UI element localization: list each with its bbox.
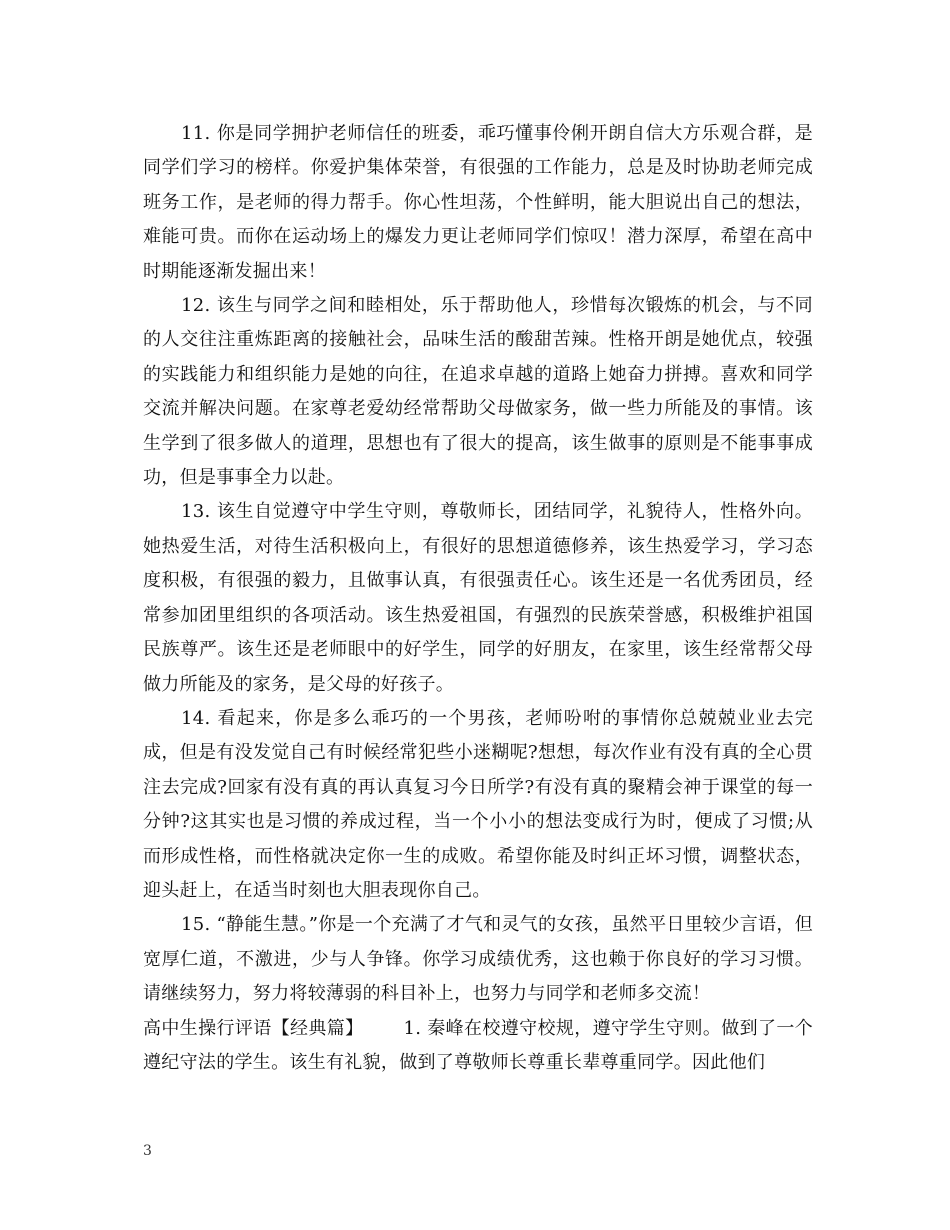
paragraph-13: [143, 495, 813, 701]
paragraph-number: 12.: [181, 295, 211, 317]
section-heading: 高中生操行评语【经典篇】: [143, 1017, 364, 1039]
paragraph-text: 该生自觉遵守中学生守则，尊敬师长，团结同学，礼貌待人，性格外向。她热爱生活，对待生活积极向上，有很好的思想道德修养，该生热爱学习，学习态度积极，有很强的毅力，且做事认真，有很强责任心。该生还是一名优秀团员，经常参加团里组织的各项活动。该生热爱祖国，有强烈的民族荣誉感，积极维护祖国民族尊严。该生还是老师眼中的好学生，同学的好朋友，在家里，该生经常帮父母做力所能及的家务，是父母的好孩子。: [143, 501, 813, 695]
paragraph-12: [143, 289, 813, 495]
paragraph-number: 13.: [181, 501, 211, 523]
paragraph-15: [143, 908, 813, 1011]
section-continuation: [143, 1012, 813, 1081]
paragraph-text: “静能生慧。”你是一个充满了才气和灵气的女孩，虽然平日里较少言语，但宽厚仁道，不激进，少与人争锋。你学习成绩优秀，这也赖于你良好的学习习惯。请继续努力，努力将较薄弱的科目补上，也努力与同学和老师多交流！: [143, 914, 813, 1005]
page-number: 3: [143, 1143, 152, 1159]
paragraph-text: 该生与同学之间和睦相处，乐于帮助他人，珍惜每次锻炼的机会，与不同的人交往注重炼距离的接触社会，品味生活的酸甜苦辣。性格开朗是她优点，较强的实践能力和组织能力是她的向往，在追求卓越的道路上她奋力拼搏。喜欢和同学交流并解决问题。在家尊老爱幼经常帮助父母做家务，做一些力所能及的事情。该生学到了很多做人的道理，思想也有了很大的提高，该生做事的原则是不能事事成功，但是事事全力以赴。: [143, 295, 813, 489]
paragraph-text: 你是同学拥护老师信任的班委，乖巧懂事伶俐开朗自信大方乐观合群，是同学们学习的榜样。你爱护集体荣誉，有很强的工作能力，总是及时协助老师完成班务工作，是老师的得力帮手。你心性坦荡，个性鲜明，能大胆说出自己的想法，难能可贵。而你在运动场上的爆发力更让老师同学们惊叹！潜力深厚，希望在高中时期能逐渐发掘出来！: [143, 123, 813, 282]
paragraph-14: [143, 702, 813, 908]
paragraph-11: [143, 117, 813, 289]
paragraph-number: 11.: [181, 123, 211, 144]
section-text: 1. 秦峰在校遵守校规，遵守学生守则。做到了一个遵纪守法的学生。该生有礼貌，做到了尊敬师长尊重长辈尊重同学。因此他们: [143, 1017, 813, 1073]
paragraph-text: 看起来，你是多么乖巧的一个男孩，老师吩咐的事情你总兢兢业业去完成，但是有没发觉自己有时候经常犯些小迷糊呢?想想，每次作业有没有真的全心贯注去完成?回家有没有真的再认真复习今日所学?有没有真的聚精会神于课堂的每一分钟?这其实也是习惯的养成过程，当一个小小的想法变成行为时，便成了习惯;从而形成性格，而性格就决定你一生的成败。希望你能及时纠正坏习惯，调整状态，迎头赶上，在适当时刻也大胆表现你自己。: [143, 707, 813, 901]
document-body: [143, 117, 813, 1080]
paragraph-number: 14.: [181, 707, 211, 729]
paragraph-number: 15.: [181, 914, 211, 936]
